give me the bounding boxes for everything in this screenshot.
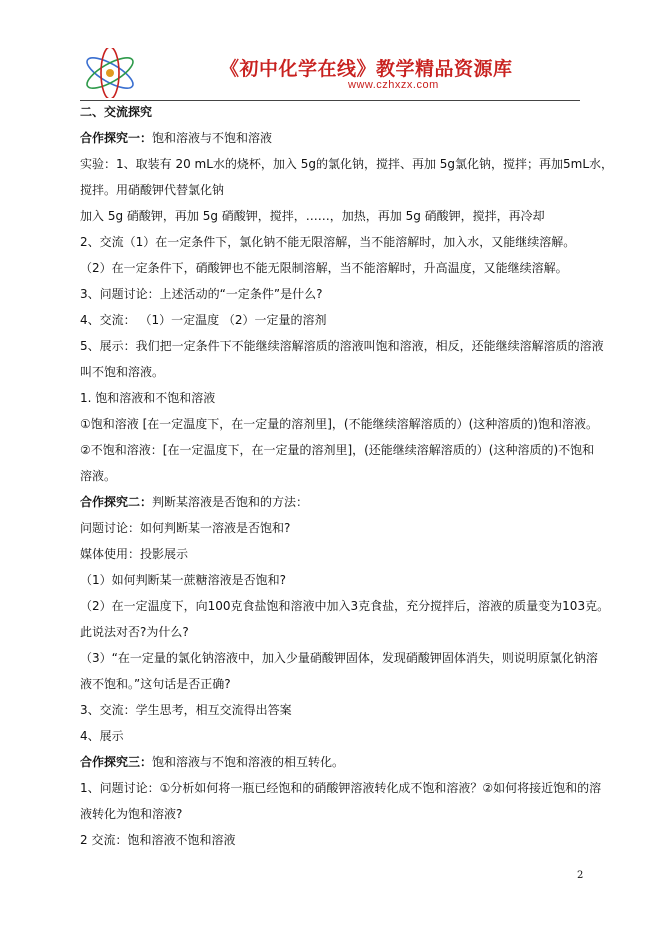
inquiry-label: 合作探究一： (80, 131, 153, 145)
paragraph: 问题讨论：如何判断某一溶液是否饱和? (80, 521, 291, 535)
section-heading: 二、交流探究 (80, 105, 153, 119)
paragraph: 2 交流：饱和溶液不饱和溶液 (80, 833, 236, 847)
paragraph: 媒体使用：投影展示 (80, 547, 189, 561)
paragraph: 3、交流：学生思考，相互交流得出答案 (80, 703, 292, 717)
page-number: 2 (577, 870, 584, 881)
paragraph: 合作探究一：饱和溶液与不饱和溶液 (80, 131, 273, 145)
paragraph: 液转化为饱和溶液? (80, 807, 183, 821)
paragraph: 3、问题讨论：上述活动的“一定条件”是什么? (80, 287, 323, 301)
banner-title: 《初中化学在线》教学精品资源库 (220, 58, 513, 80)
inquiry-label: 合作探究二： (80, 495, 153, 509)
inquiry-label: 合作探究三： (80, 755, 153, 769)
paragraph: 加入 5g 硝酸钾，再加 5g 硝酸钾，搅拌，……，加热，再加 5g 硝酸钾，搅拌，再冷却 (80, 209, 545, 223)
paragraph: （1）如何判断某一蔗糖溶液是否饱和? (80, 573, 287, 587)
page-header (80, 48, 580, 101)
paragraph: 此说法对否?为什么? (80, 625, 189, 639)
paragraph: 溶液。 (80, 469, 117, 483)
paragraph: （2）在一定温度下，向100克食盐饱和溶液中加入3克食盐，充分搅拌后，溶液的质量变为103克。 (80, 599, 610, 613)
paragraph: （2）在一定条件下，硝酸钾也不能无限制溶解，当不能溶解时，升高温度，又能继续溶解。 (80, 261, 568, 275)
paragraph: 搅拌。用硝酸钾代替氯化钠 (80, 183, 225, 197)
paragraph: 5、展示：我们把一定条件下不能继续溶解溶质的溶液叫饱和溶液，相反，还能继续溶解溶质的溶液 (80, 339, 604, 353)
atom-logo-icon (80, 48, 140, 98)
paragraph: 4、交流： （1）一定温度 （2）一定量的溶剂 (80, 313, 327, 327)
paragraph: 叫不饱和溶液。 (80, 365, 165, 379)
paragraph: 2、交流（1）在一定条件下，氯化钠不能无限溶解，当不能溶解时，加入水，又能继续溶解。 (80, 235, 576, 249)
paragraph: 4、展示 (80, 729, 124, 743)
paragraph: 合作探究二：判断某溶液是否饱和的方法： (80, 495, 309, 509)
paragraph: 液不饱和。”这句话是否正确? (80, 677, 231, 691)
banner-url: www.czhxzx.com (348, 79, 439, 91)
paragraph: 实验：1、取装有 20 mL水的烧杯，加入 5g的氯化钠，搅拌、再加 5g氯化钠，搅拌；再加5mL水， (80, 157, 614, 171)
paragraph: 合作探究三：饱和溶液与不饱和溶液的相互转化。 (80, 755, 345, 769)
paragraph: 1、问题讨论：①分析如何将一瓶已经饱和的硝酸钾溶液转化成不饱和溶液？②如何将接近饱和的溶 (80, 781, 602, 795)
paragraph: （3）“在一定量的氯化钠溶液中，加入少量硝酸钾固体，发现硝酸钾固体消失，则说明原氯化钠溶 (80, 651, 598, 665)
paragraph: 1. 饱和溶液和不饱和溶液 (80, 391, 216, 405)
paragraph: ①饱和溶液 [在一定温度下，在一定量的溶剂里]，(不能继续溶解溶质的）(这种溶质的)饱和溶液。 (80, 417, 598, 431)
paragraph: ②不饱和溶液：[在一定温度下，在一定量的溶剂里]，(还能继续溶解溶质的）(这种溶质的)不饱和 (80, 443, 595, 457)
